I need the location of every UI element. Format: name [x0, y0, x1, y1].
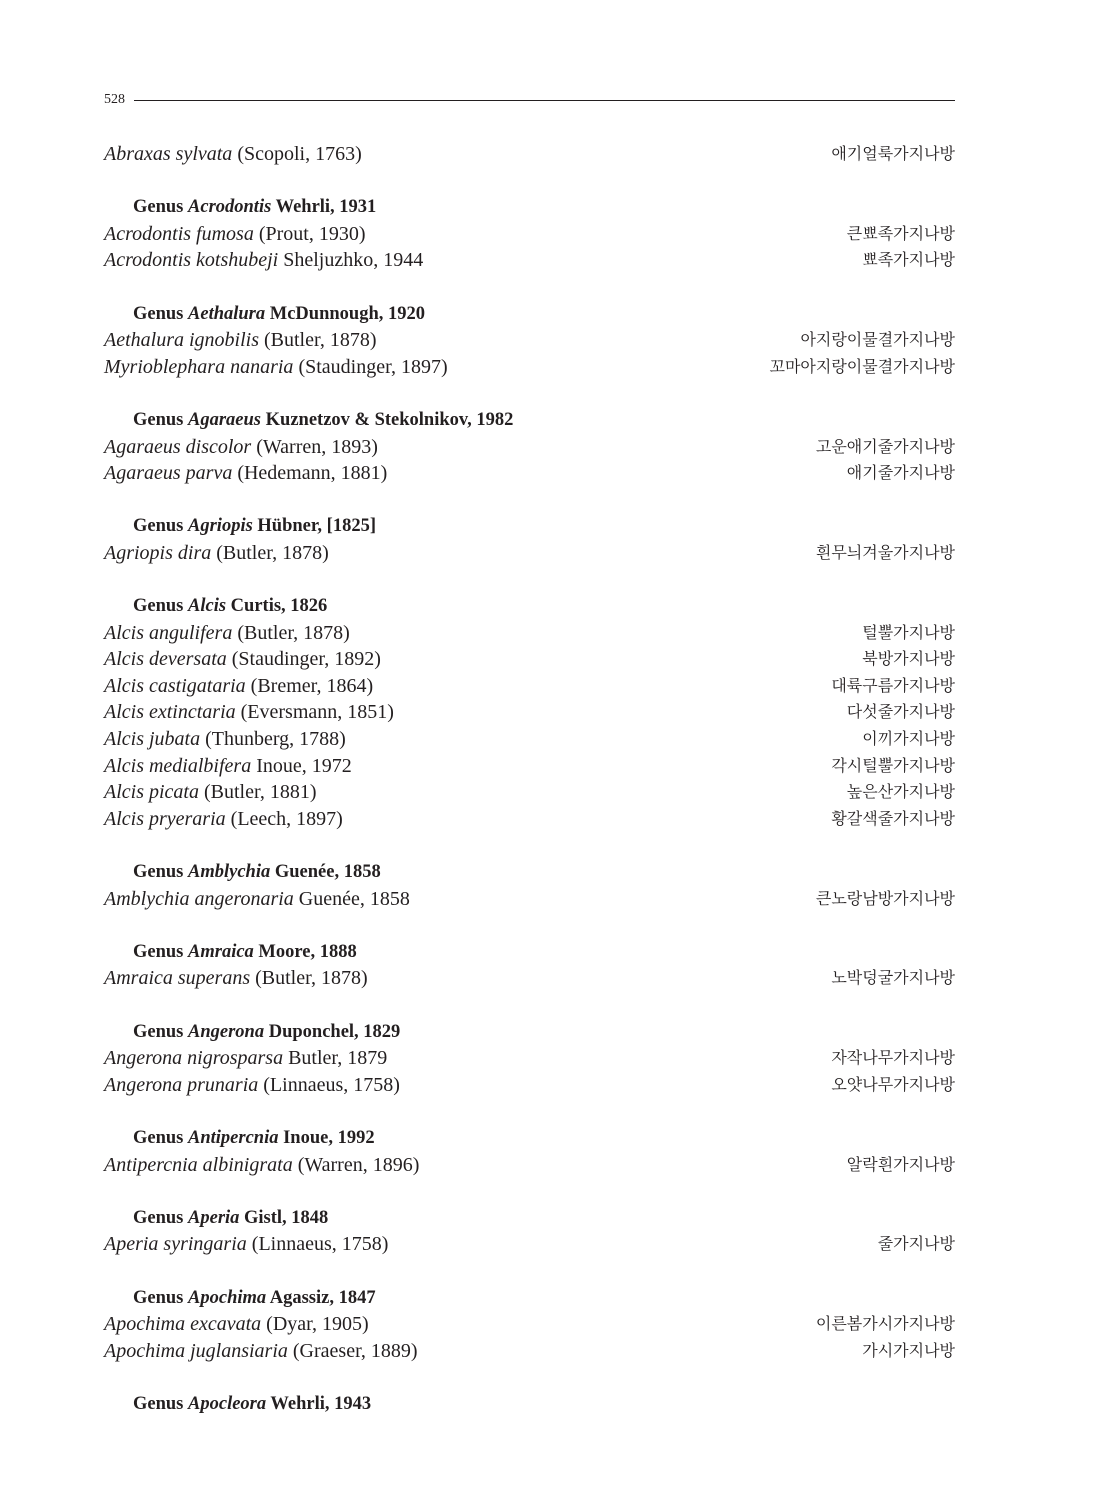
species-korean-name: 큰뾰족가지나방 — [846, 223, 955, 243]
species-binomial: Alcis pryeraria — [104, 807, 226, 830]
species-author: Sheljuzhko, 1944 — [278, 249, 424, 272]
species-author: (Warren, 1896) — [292, 1153, 420, 1176]
species-scientific-name — [104, 460, 387, 487]
species-scientific-name — [104, 354, 448, 381]
species-scientific-name — [104, 434, 378, 461]
species-entry — [104, 540, 955, 567]
species-scientific-name — [104, 779, 317, 806]
genus-name: Amraica — [188, 941, 254, 962]
species-entry — [104, 1072, 955, 1099]
genus-name: Apocleora — [188, 1393, 267, 1414]
species-entry — [104, 620, 955, 647]
species-scientific-name — [104, 247, 423, 274]
species-binomial: Aethalura ignobilis — [104, 329, 259, 352]
page-header — [104, 90, 955, 110]
genus-label: Genus — [133, 1021, 189, 1042]
section-gap — [104, 380, 955, 407]
section-gap — [104, 1098, 955, 1125]
genus-name: Antipercnia — [188, 1127, 279, 1148]
genus-author: Curtis, 1826 — [226, 596, 328, 617]
species-scientific-name — [104, 699, 394, 726]
species-author: (Eversmann, 1851) — [235, 701, 394, 724]
species-korean-name: 애기얼룩가지나방 — [831, 144, 955, 163]
species-entry — [104, 886, 955, 913]
species-korean-name: 애기줄가지나방 — [846, 463, 955, 483]
species-binomial: Alcis castigataria — [104, 674, 246, 697]
species-binomial: Alcis extinctaria — [104, 701, 236, 724]
species-entry — [104, 1338, 955, 1365]
species-korean-name: 높은산가지나방 — [846, 782, 955, 802]
section-gap — [104, 912, 955, 939]
genus-label: Genus — [133, 596, 189, 617]
genus-label: Genus — [133, 516, 189, 537]
species-author: (Butler, 1878) — [250, 967, 368, 990]
species-korean-name: 아지랑이물결가지나방 — [800, 330, 955, 350]
genus-author: Wehrli, 1943 — [266, 1393, 372, 1414]
species-binomial: Apochima excavata — [104, 1313, 262, 1336]
species-binomial: Alcis angulifera — [104, 621, 233, 644]
species-author: (Hedemann, 1881) — [232, 462, 388, 485]
species-binomial: Aperia syringaria — [104, 1233, 247, 1256]
genus-label: Genus — [133, 197, 189, 218]
species-scientific-name — [104, 753, 352, 780]
genus-heading — [104, 1205, 955, 1232]
genus-heading — [104, 513, 955, 540]
section-gap — [104, 487, 955, 514]
species-scientific-name — [104, 1152, 419, 1179]
genus-heading — [104, 1019, 955, 1046]
species-author: (Warren, 1893) — [251, 435, 378, 458]
species-author: (Butler, 1878) — [211, 541, 329, 564]
genus-name: Alcis — [188, 596, 227, 617]
species-entry — [104, 354, 955, 381]
species-binomial: Antipercnia albinigrata — [104, 1153, 293, 1176]
species-scientific-name — [104, 1311, 369, 1338]
species-entry — [104, 965, 955, 992]
species-author: (Butler, 1881) — [198, 781, 317, 804]
species-author: Butler, 1879 — [283, 1047, 388, 1070]
genus-name: Amblychia — [188, 862, 271, 883]
section-gap — [104, 567, 955, 594]
species-binomial: Apochima juglansiaria — [104, 1339, 288, 1362]
species-scientific-name — [104, 1338, 418, 1365]
species-scientific-name — [104, 646, 381, 673]
species-binomial: Alcis medialbifera — [104, 754, 252, 777]
species-author: (Leech, 1897) — [225, 807, 343, 830]
species-author: (Linnaeus, 1758) — [258, 1073, 400, 1096]
genus-label: Genus — [133, 862, 189, 883]
species-author: (Thunberg, 1788) — [200, 728, 346, 751]
species-scientific-name — [104, 886, 410, 913]
species-scientific-name — [104, 141, 362, 168]
genus-author: Guenée, 1858 — [270, 862, 381, 883]
species-korean-name: 이른봄가시가지나방 — [815, 1314, 955, 1334]
species-scientific-name — [104, 1072, 400, 1099]
species-author: (Linnaeus, 1758) — [246, 1233, 389, 1256]
species-korean-name: 오얏나무가지나방 — [831, 1074, 955, 1094]
header-rule — [134, 100, 955, 101]
species-binomial: Angerona prunaria — [104, 1073, 259, 1096]
species-author: (Prout, 1930) — [253, 222, 366, 245]
species-author: (Staudinger, 1897) — [293, 355, 448, 378]
species-korean-name: 가시가지나방 — [862, 1340, 955, 1360]
species-entry — [104, 806, 955, 833]
species-scientific-name — [104, 726, 346, 753]
species-binomial: Amraica superans — [104, 967, 251, 990]
genus-heading — [104, 194, 955, 221]
species-scientific-name — [104, 1045, 387, 1072]
species-binomial: Myrioblephara nanaria — [104, 355, 294, 378]
genus-name: Aethalura — [188, 303, 266, 324]
genus-heading — [104, 407, 955, 434]
species-binomial: Angerona nigrosparsa — [104, 1047, 284, 1070]
species-korean-name: 큰노랑남방가지나방 — [815, 888, 955, 908]
species-entry — [104, 753, 955, 780]
genus-heading — [104, 301, 955, 328]
species-binomial: Alcis jubata — [104, 728, 201, 751]
genus-name: Apochima — [188, 1287, 267, 1308]
species-entry — [104, 673, 955, 700]
genus-label: Genus — [133, 1207, 189, 1228]
species-korean-name: 털뿔가지나방 — [862, 622, 955, 642]
species-entry — [104, 1311, 955, 1338]
species-binomial: Agaraeus discolor — [104, 435, 252, 458]
species-korean-name: 자작나무가지나방 — [831, 1048, 955, 1068]
species-entry — [104, 434, 955, 461]
section-gap — [104, 832, 955, 859]
genus-heading — [104, 1125, 955, 1152]
species-entry — [104, 699, 955, 726]
species-binomial: Abraxas sylvata — [104, 143, 233, 165]
species-scientific-name — [104, 965, 368, 992]
species-scientific-name — [104, 673, 373, 700]
genus-author: Kuznetzov & Stekolnikov, 1982 — [261, 409, 514, 430]
species-entry — [104, 221, 955, 248]
species-korean-name: 뾰족가지나방 — [862, 250, 955, 270]
section-gap — [104, 1364, 955, 1391]
genus-heading — [104, 1391, 955, 1418]
species-binomial: Amblychia angeronaria — [104, 887, 294, 910]
genus-author: Gistl, 1848 — [239, 1207, 329, 1228]
genus-label: Genus — [133, 303, 189, 324]
species-author: (Butler, 1878) — [232, 621, 350, 644]
species-korean-name: 각시털뿔가지나방 — [831, 755, 955, 775]
species-binomial: Agaraeus parva — [104, 462, 233, 485]
genus-author: Duponchel, 1829 — [264, 1021, 401, 1042]
genus-label: Genus — [133, 1287, 189, 1308]
species-korean-name: 알락흰가지나방 — [846, 1154, 955, 1174]
genus-author: Inoue, 1992 — [278, 1127, 375, 1148]
species-korean-name: 황갈색줄가지나방 — [831, 808, 955, 828]
species-korean-name: 북방가지나방 — [862, 649, 955, 669]
species-entry — [104, 141, 955, 168]
species-author: (Dyar, 1905) — [261, 1313, 369, 1336]
genus-author: Hübner, [1825] — [252, 516, 376, 537]
species-author: (Bremer, 1864) — [245, 674, 374, 697]
species-binomial: Agriopis dira — [104, 541, 212, 564]
genus-label: Genus — [133, 1127, 189, 1148]
species-entry — [104, 1045, 955, 1072]
species-author: (Butler, 1878) — [259, 329, 377, 352]
species-korean-name: 고운애기줄가지나방 — [815, 436, 955, 456]
genus-name: Acrodontis — [188, 197, 272, 218]
species-korean-name: 흰무늬겨울가지나방 — [815, 542, 955, 562]
species-author: Guenée, 1858 — [293, 887, 410, 910]
genus-label: Genus — [133, 941, 189, 962]
section-gap — [104, 1258, 955, 1285]
genus-heading — [104, 939, 955, 966]
species-scientific-name — [104, 221, 366, 248]
species-binomial: Acrodontis kotshubeji — [104, 249, 279, 272]
species-binomial: Alcis deversata — [104, 648, 227, 671]
genus-author: Agassiz, 1847 — [266, 1287, 376, 1308]
species-author: (Scopoli, 1763) — [232, 143, 362, 165]
species-binomial: Alcis picata — [104, 781, 199, 804]
species-entry — [104, 460, 955, 487]
species-entry — [104, 779, 955, 806]
species-korean-name: 다섯줄가지나방 — [846, 702, 955, 722]
page-number: 528 — [104, 92, 125, 107]
species-entry — [104, 1231, 955, 1258]
species-scientific-name — [104, 540, 329, 567]
section-gap — [104, 168, 955, 195]
genus-name: Agaraeus — [188, 409, 262, 430]
genus-heading — [104, 593, 955, 620]
species-scientific-name — [104, 327, 377, 354]
species-binomial: Acrodontis fumosa — [104, 222, 254, 245]
species-scientific-name — [104, 620, 350, 647]
species-korean-name: 꼬마아지랑이물결가지나방 — [769, 356, 955, 376]
species-list — [104, 141, 955, 1418]
genus-label: Genus — [133, 409, 189, 430]
species-entry — [104, 726, 955, 753]
section-gap — [104, 274, 955, 301]
species-scientific-name — [104, 806, 343, 833]
species-entry — [104, 1152, 955, 1179]
species-author: (Graeser, 1889) — [287, 1339, 418, 1362]
genus-name: Agriopis — [188, 516, 253, 537]
species-scientific-name — [104, 1231, 388, 1258]
genus-label: Genus — [133, 1393, 189, 1414]
species-korean-name: 이끼가지나방 — [862, 729, 955, 749]
genus-heading — [104, 859, 955, 886]
genus-name: Angerona — [188, 1021, 265, 1042]
species-korean-name: 대륙구름가지나방 — [831, 675, 955, 695]
species-entry — [104, 646, 955, 673]
species-author: Inoue, 1972 — [251, 754, 352, 777]
species-korean-name: 노박덩굴가지나방 — [831, 968, 955, 988]
species-entry — [104, 327, 955, 354]
species-entry — [104, 247, 955, 274]
genus-author: Moore, 1888 — [253, 941, 357, 962]
species-korean-name: 줄가지나방 — [877, 1234, 955, 1254]
genus-author: Wehrli, 1931 — [271, 197, 377, 218]
species-author: (Staudinger, 1892) — [226, 648, 381, 671]
genus-author: McDunnough, 1920 — [265, 303, 425, 324]
section-gap — [104, 1178, 955, 1205]
genus-heading — [104, 1285, 955, 1312]
section-gap — [104, 992, 955, 1019]
genus-name: Aperia — [188, 1207, 240, 1228]
